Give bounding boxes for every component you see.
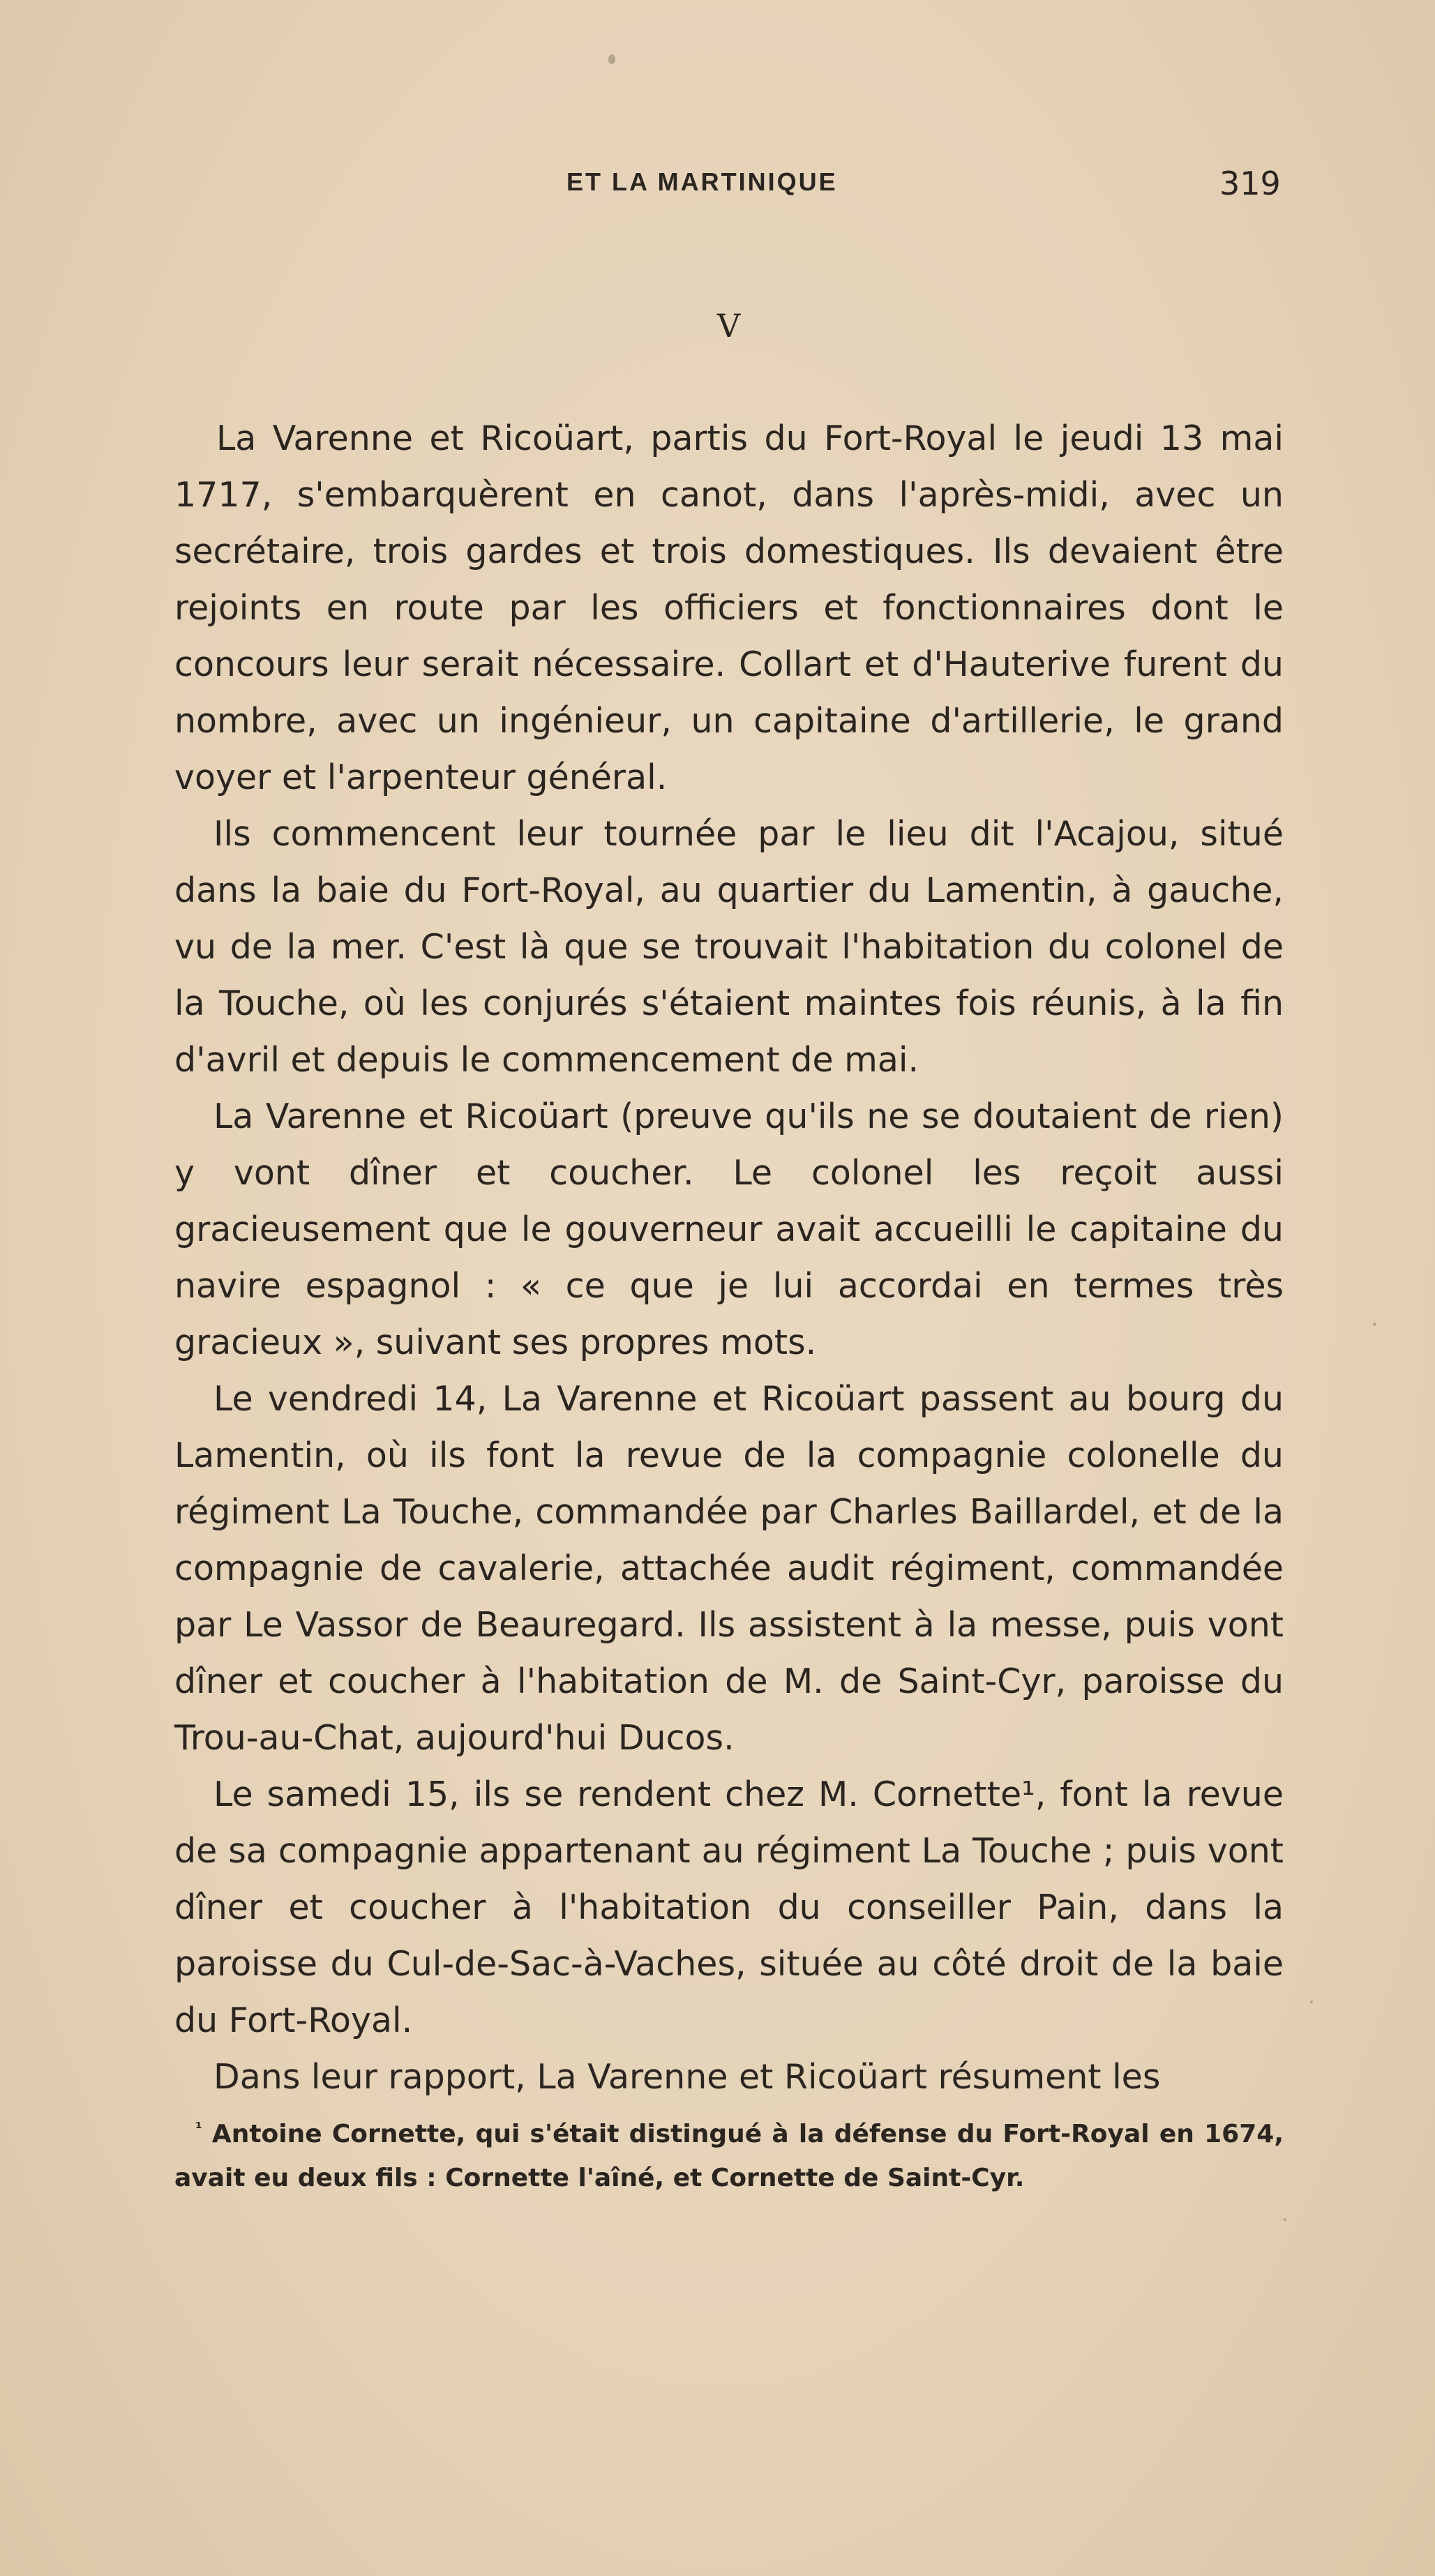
paragraph: Dans leur rapport, La Varenne et Ricoüart résument les — [213, 2057, 1161, 2097]
paper-speck — [1310, 2001, 1313, 2003]
paper-speck — [1373, 1323, 1376, 1326]
page-number: 319 — [1219, 165, 1281, 202]
paper-speck — [1284, 2218, 1286, 2221]
running-head: ET LA MARTINIQUE — [566, 167, 838, 196]
paragraph: La Varenne et Ricoüart, partis du Fort-Royal le jeudi 13 mai 1717, s'embarquèrent en canot, dans l'après-midi, avec un secrétaire, trois gardes et trois domestiques. Ils devaient être rejoints en route par les officiers et fonctionnaires dont le concours leur serait nécessaire. Collart et d'Hauterive furent du nombre, avec un ingénieur, un capitaine d'artillerie, le grand voyer et l'arpenteur général. — [174, 419, 1284, 797]
footnote — [174, 2107, 1284, 2200]
paragraph: Le samedi 15, ils se rendent chez M. Cornette¹, font la revue de sa compagnie appartenant au régiment La Touche ; puis vont dîner et coucher à l'habitation du conseiller Pain, dans la paroisse du Cul-de-Sac-à-Vaches, située au côté droit de la baie du Fort-Royal. — [174, 1775, 1284, 2040]
paragraph: Ils commencent leur tournée par le lieu dit l'Acajou, situé dans la baie du Fort-Royal, au quartier du Lamentin, à gauche, vu de la mer. C'est là que se trouvait l'habitation du colonel de la Touche, où les conjurés s'étaient maintes fois réunis, à la fin d'avril et depuis le commencement de mai. — [174, 814, 1284, 1080]
paragraph: Le vendredi 14, La Varenne et Ricoüart passent au bourg du Lamentin, où ils font la revue de la compagnie colonelle du régiment La Touche, commandée par Charles Baillardel, et de la compagnie de cavalerie, attachée audit régiment, commandée par Le Vassor de Beauregard. Ils assistent à la messe, puis vont dîner et coucher à l'habitation de M. de Saint-Cyr, paroisse du Trou-au-Chat, aujourd'hui Ducos. — [174, 1379, 1284, 1758]
footnote-marker: ¹ — [195, 2120, 202, 2137]
footnote-text: Antoine Cornette, qui s'était distingué à la défense du Fort-Royal en 1674, avait eu deux fils : Cornette l'aîné, et Cornette de Saint-Cyr. — [174, 2120, 1284, 2192]
section-numeral: V — [717, 307, 741, 345]
body-text — [174, 410, 1284, 2105]
paragraph: La Varenne et Ricoüart (preuve qu'ils ne se doutaient de rien) y vont dîner et coucher. Le colonel les reçoit aussi gracieusement que le gouverneur avait accueilli le capitaine du navire espagnol : « ce que je lui accordai en termes très gracieux », suivant ses propres mots. — [174, 1097, 1284, 1362]
paper-speck — [608, 54, 615, 64]
